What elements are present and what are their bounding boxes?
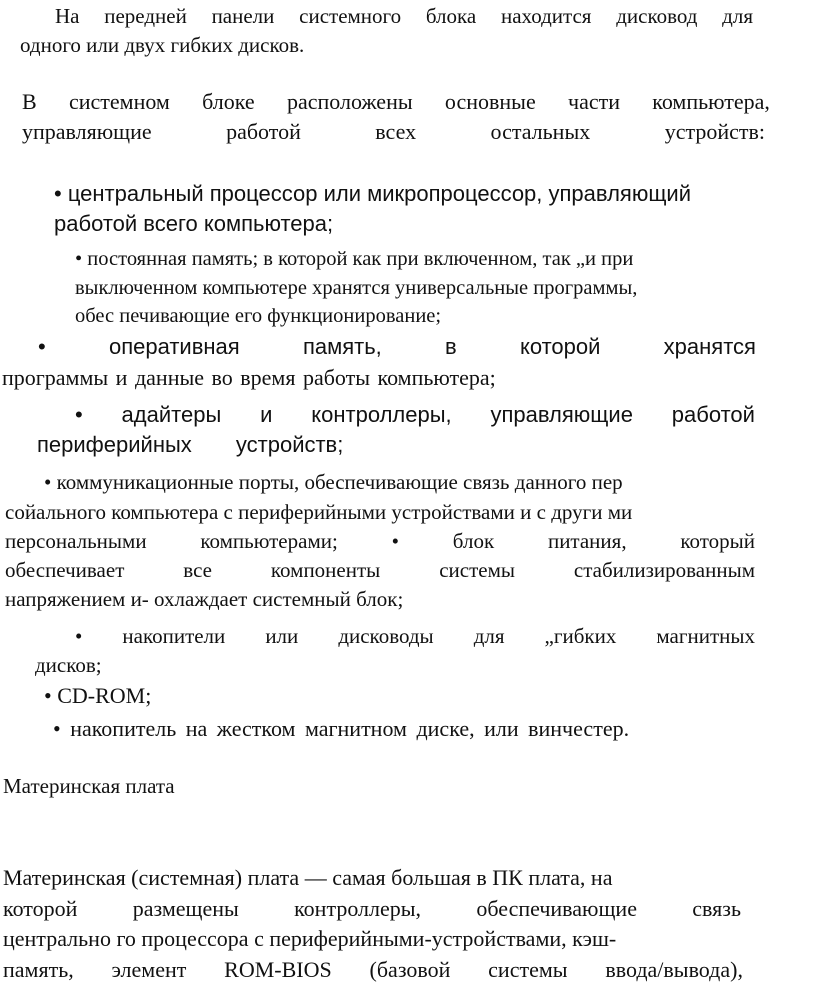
word: •	[38, 334, 46, 359]
word: адайтеры	[121, 402, 222, 427]
word: контроллеры,	[294, 896, 422, 921]
word: все	[183, 558, 212, 582]
word: остальных	[490, 119, 591, 144]
list-item-continuation	[5, 560, 755, 581]
word: хранятся	[663, 334, 756, 359]
word: передней	[104, 4, 187, 28]
word: находится	[500, 4, 592, 28]
word: которой	[3, 896, 78, 921]
word: контроллеры,	[311, 402, 452, 427]
word: устройств:	[664, 119, 765, 144]
word: системы	[439, 558, 515, 582]
word: расположены	[286, 89, 413, 114]
list-item-continuation: периферийных устройств;	[37, 432, 344, 457]
section-heading: Материнская плата	[3, 774, 175, 798]
word: •	[75, 624, 83, 648]
list-item	[75, 404, 755, 426]
word: части	[568, 89, 620, 114]
text-line: центрально го процессора с периферийными-устройствами, кэш-	[3, 926, 617, 951]
word: „гибких	[544, 624, 617, 648]
word: блок	[452, 529, 495, 553]
list-item: • коммуникационные порты, обеспечивающие связь данного пер	[44, 470, 623, 494]
word: питания,	[547, 529, 627, 553]
word: связь	[692, 896, 741, 921]
text-line: Материнская (системная) плата — самая большая в ПК плата, на	[3, 865, 613, 890]
word: для	[473, 624, 505, 648]
word: (базовой	[369, 957, 451, 982]
word: всех	[375, 119, 417, 144]
list-item	[75, 626, 755, 647]
word: системного	[299, 4, 402, 28]
word: стабилизированным	[573, 558, 755, 582]
list-item-continuation: сойального компьютера с периферийными устройствами и с други ми	[5, 500, 633, 524]
word: управляющие	[22, 119, 152, 144]
word: память,	[302, 334, 382, 359]
word: обеспечивающие	[476, 896, 637, 921]
word: блоке	[202, 89, 255, 114]
list-item	[38, 336, 756, 358]
word: компоненты	[270, 558, 381, 582]
word: работой	[226, 119, 301, 144]
word: основные	[444, 89, 536, 114]
word: дисководы	[338, 624, 434, 648]
text-line	[55, 6, 753, 27]
word: который	[680, 529, 755, 553]
list-item-continuation: обес печивающие его функционирование;	[75, 305, 442, 327]
word: в	[445, 334, 457, 359]
word: ввода/вывода),	[605, 957, 743, 982]
word: блока	[425, 4, 477, 28]
text-line	[22, 91, 770, 113]
list-item-continuation: выключенном компьютере хранятся универсальные программы,	[75, 277, 638, 299]
list-item-continuation: программы и данные во время работы компьютера;	[2, 365, 496, 390]
word: •	[391, 529, 399, 553]
list-item: • накопитель на жестком магнитном диске, или винчестер.	[53, 716, 630, 741]
word: панели	[211, 4, 275, 28]
word: обеспечивает	[5, 558, 125, 582]
word: оперативная	[108, 334, 240, 359]
list-item-continuation: работой всего компьютера;	[54, 211, 334, 236]
word: которой	[519, 334, 601, 359]
word: На	[55, 4, 80, 28]
word: работой	[671, 402, 755, 427]
word: и	[260, 402, 273, 427]
word: дисковод	[616, 4, 698, 28]
word: накопители	[122, 624, 226, 648]
list-item-continuation	[5, 531, 755, 552]
word: для	[722, 4, 753, 28]
word: системном	[68, 89, 170, 114]
text-line	[3, 959, 743, 981]
word: В	[22, 89, 37, 114]
word: персональными	[5, 529, 147, 553]
word: ROM-BIOS	[224, 957, 332, 982]
list-item: • CD-ROM;	[44, 683, 152, 708]
word: управляющие	[490, 402, 633, 427]
list-item: • центральный процессор или микропроцессор, управляющий	[54, 181, 692, 206]
word: магнитных	[656, 624, 755, 648]
text-line	[22, 121, 765, 143]
word: память,	[3, 957, 74, 982]
word: размещены	[132, 896, 239, 921]
text-line	[3, 898, 741, 920]
text-line: одного или двух гибких дисков.	[20, 33, 305, 57]
word: системы	[488, 957, 568, 982]
word: или	[265, 624, 299, 648]
word: компьютера,	[652, 89, 770, 114]
word: •	[75, 402, 83, 427]
word: элемент	[111, 957, 187, 982]
list-item-continuation: дисков;	[35, 653, 102, 677]
list-item: • постоянная память; в которой как при включенном, так „и при	[75, 248, 634, 270]
list-item-continuation: напряжением и- охлаждает системный блок;	[5, 587, 404, 611]
word: компьютерами;	[200, 529, 338, 553]
